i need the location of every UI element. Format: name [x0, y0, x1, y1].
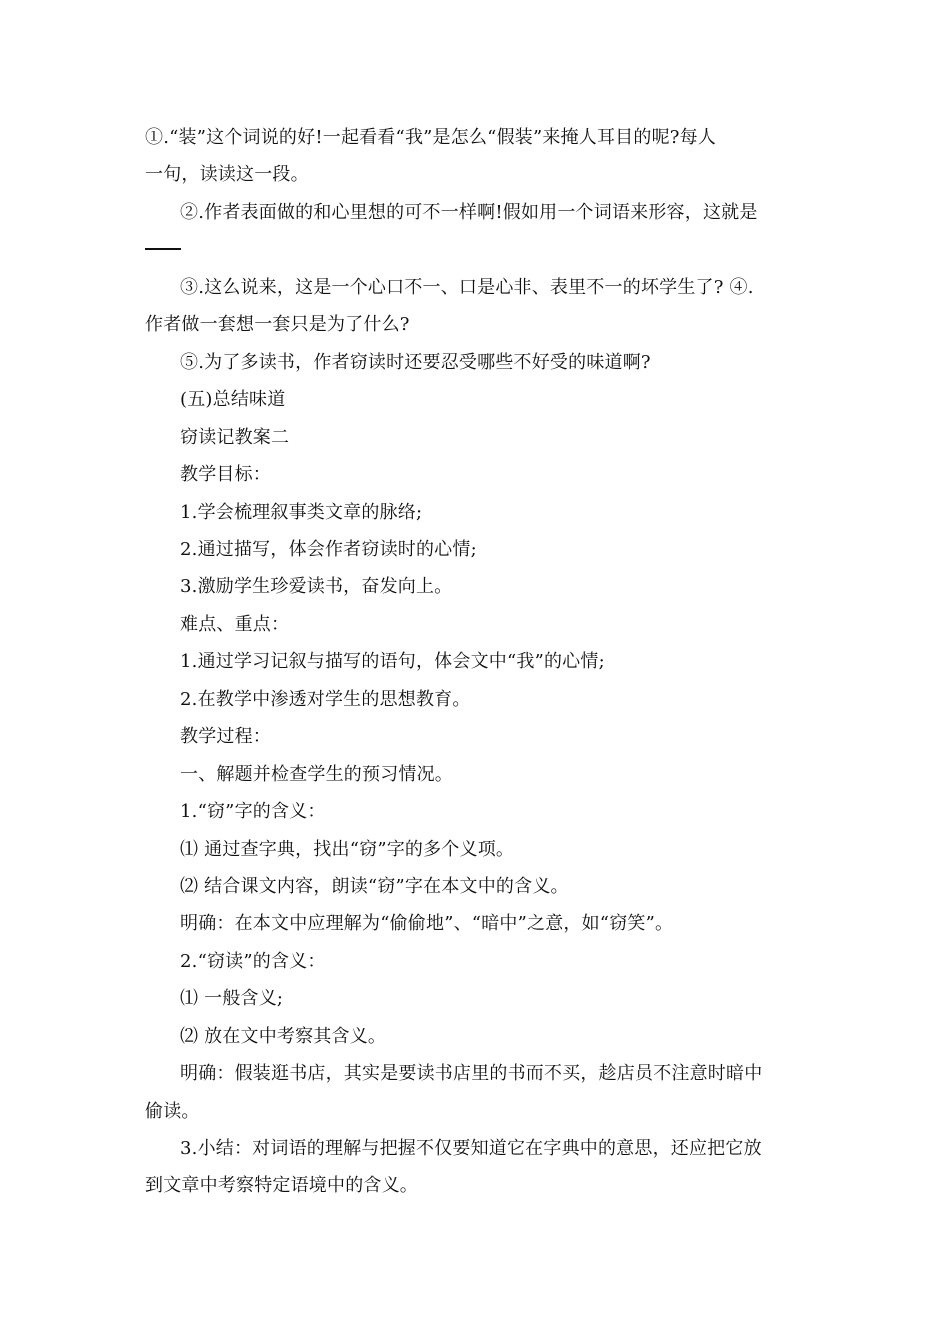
list-item: ⑴ 一般含义;: [180, 988, 284, 1009]
list-item: 2.“窃读”的含义：: [180, 951, 326, 972]
document-title: 窃读记教案二: [180, 427, 290, 448]
paragraph-line: 到文章中考察特定语境中的含义。: [145, 1175, 418, 1196]
paragraph-line: 3.小结：对词语的理解与把握不仅要知道它在字典中的意思，还应把它放: [180, 1138, 762, 1159]
list-item: 2.通过描写，体会作者窃读时的心情;: [180, 539, 477, 560]
paragraph-line: ③.这么说来，这是一个心口不一、口是心非、表里不一的坏学生了? ④.: [180, 277, 754, 298]
section-heading: 教学过程：: [180, 726, 271, 747]
list-item: 1.通过学习记叙与描写的语句，体会文中“我”的心情;: [180, 651, 605, 672]
paragraph-line: ①.“装”这个词说的好!一起看看“我”是怎么“假装”来掩人耳目的呢?每人: [145, 127, 717, 148]
section-heading: (五)总结味道: [180, 389, 286, 410]
paragraph-line: 作者做一套想一套只是为了什么?: [145, 314, 410, 335]
paragraph-line: ②.作者表面做的和心里想的可不一样啊!假如用一个词语来形容，这就是: [180, 202, 758, 223]
section-heading: 教学目标：: [180, 464, 271, 485]
list-item: ⑵ 结合课文内容，朗读“窃”字在本文中的含义。: [180, 876, 569, 897]
paragraph-line: 一句，读读这一段。: [145, 164, 309, 185]
paragraph-line: ⑤.为了多读书，作者窃读时还要忍受哪些不好受的味道啊?: [180, 352, 651, 373]
list-item: 1.学会梳理叙事类文章的脉络;: [180, 502, 423, 523]
list-item: ⑵ 放在文中考察其含义。: [180, 1026, 387, 1047]
list-item: 2.在教学中渗透对学生的思想教育。: [180, 689, 471, 710]
list-item: ⑴ 通过查字典，找出“窃”字的多个义项。: [180, 839, 515, 860]
list-item: 3.激励学生珍爱读书，奋发向上。: [180, 576, 453, 597]
paragraph-line: 明确：假装逛书店，其实是要读书店里的书而不买，趁店员不注意时暗中: [180, 1063, 763, 1084]
paragraph-line: 明确：在本文中应理解为“偷偷地”、“暗中”之意，如“窃笑”。: [180, 913, 674, 934]
list-item: 1.“窃”字的含义：: [180, 801, 326, 822]
paragraph-line: 一、解题并检查学生的预习情况。: [180, 764, 453, 785]
paragraph-line: 偷读。: [145, 1101, 200, 1122]
section-heading: 难点、重点：: [180, 614, 290, 635]
blank-underline: [145, 248, 181, 250]
